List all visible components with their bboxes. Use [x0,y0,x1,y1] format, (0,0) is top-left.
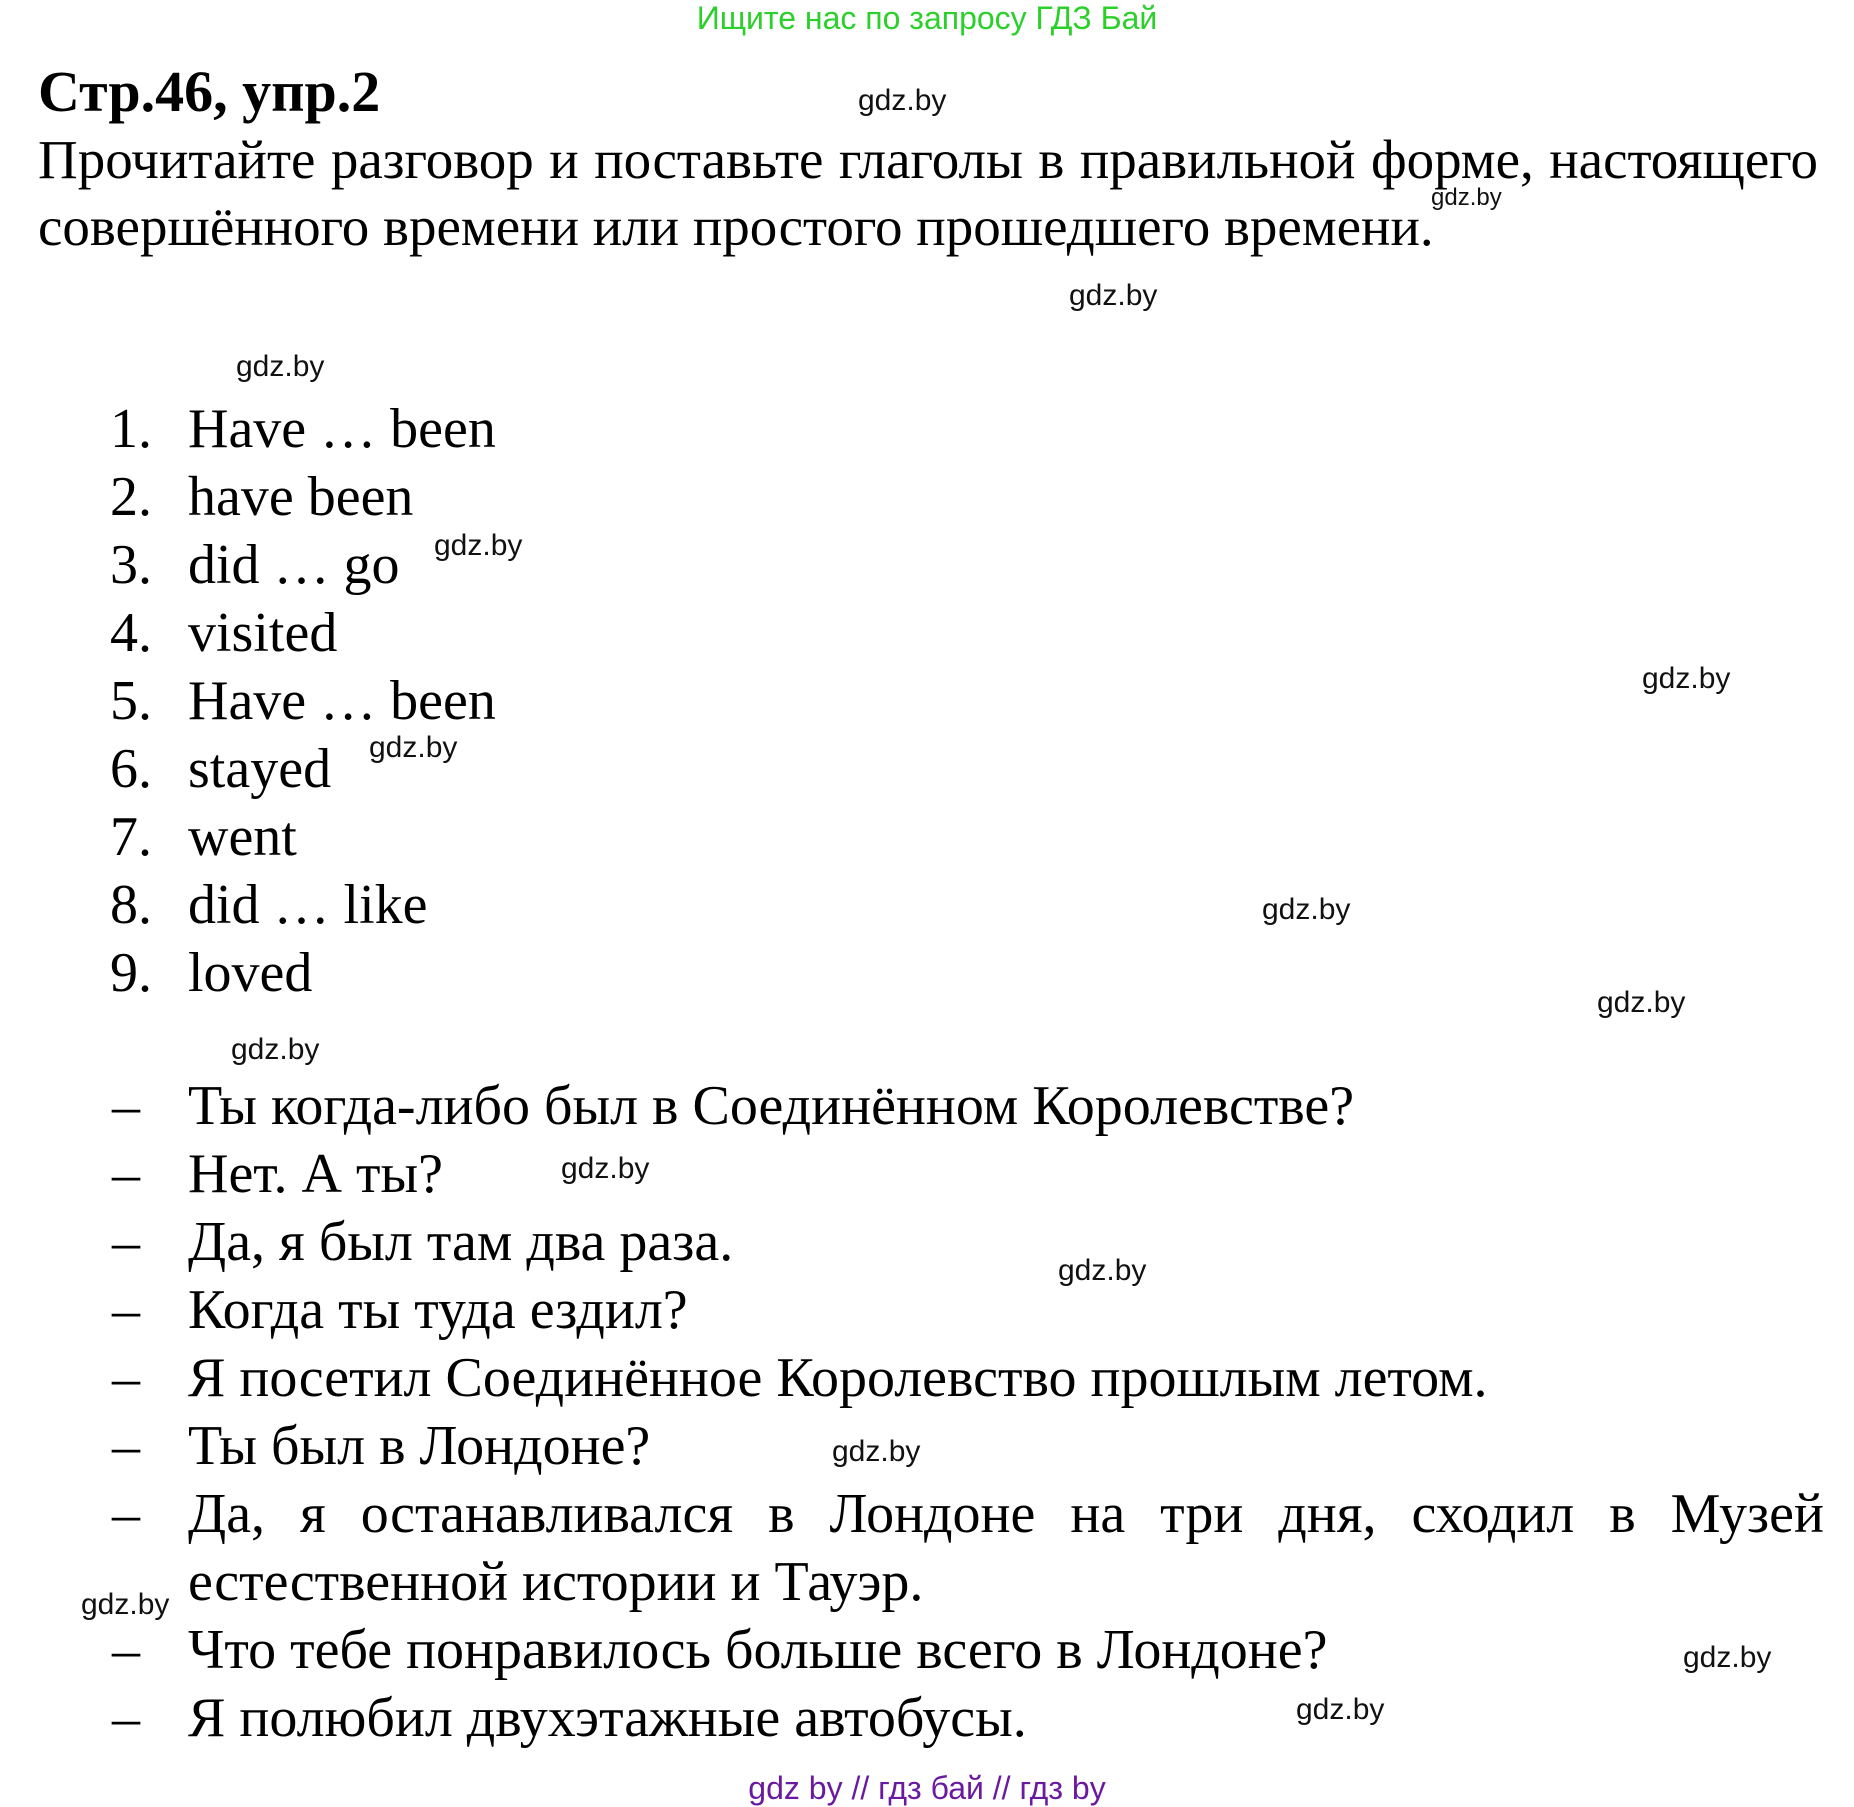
exercise-instruction: Прочитайте разговор и поставьте глаголы в правильной форме, настоящего совершённого времени или простого прошедшего времени. [38,129,1818,257]
answer-number: 6. [110,738,152,800]
answer-text: visited [188,602,338,664]
answer-item [110,939,496,1007]
dialogue-line [110,1616,1824,1684]
dialogue-line [110,1276,1824,1344]
watermark: gdz.by [561,1152,650,1185]
answer-text: did … go [188,534,400,596]
dialogue-dash: – [112,1075,140,1137]
watermark: gdz.by [1069,279,1158,312]
watermark: gdz.by [231,1033,320,1066]
answer-text: have been [188,466,414,528]
page-title: Стр.46, упр.2 [38,59,381,124]
answer-text: loved [188,942,313,1004]
answer-text: went [188,806,297,868]
watermark: gdz.by [1431,184,1502,211]
dialogue-dash: – [112,1347,140,1409]
dialogue-line [110,1344,1824,1412]
dialogue-line [110,1072,1824,1140]
watermark: gdz.by [236,350,325,383]
dialogue-line [110,1684,1824,1752]
dialogue-dash: – [112,1143,140,1205]
watermark: gdz.by [832,1435,921,1468]
watermark: gdz.by [1296,1693,1385,1726]
watermark: gdz.by [1642,662,1731,695]
answer-number: 7. [110,806,152,868]
answer-item [110,871,496,939]
dialogue-text: Я посетил Соединённое Королевство прошлым летом. [188,1347,1488,1409]
answer-text: stayed [188,738,332,800]
dialogue-text: Да, я был там два раза. [188,1211,734,1273]
dialogue-text: Когда ты туда ездил? [188,1279,688,1341]
watermark: gdz.by [81,1588,170,1621]
answer-item [110,667,496,735]
answer-number: 8. [110,874,152,936]
dialogue-dash: – [112,1619,140,1681]
dialogue-dash: – [112,1687,140,1749]
answer-item [110,463,496,531]
dialogue-text: Да, я останавливался в Лондоне на три дня, сходил в Музей естественной истории и Тауэр. [188,1483,1824,1613]
watermark: gdz.by [1683,1641,1772,1674]
dialogue-line [110,1412,1824,1480]
dialogue-dash: – [112,1415,140,1477]
watermark: gdz.by [1262,893,1351,926]
answer-text: Have … been [188,398,496,460]
dialogue-line [110,1480,1824,1616]
footer-watermark: gdz by // гдз бай // гдз by [748,1770,1106,1806]
watermark: gdz.by [369,731,458,764]
dialogue-text: Нет. А ты? [188,1143,443,1205]
answer-number: 4. [110,602,152,664]
watermark: gdz.by [858,84,947,117]
dialogue-text: Я полюбил двухэтажные автобусы. [188,1687,1027,1749]
answer-text: Have … been [188,670,496,732]
dialogue-dash: – [112,1483,140,1545]
dialogue-list [110,1072,1824,1752]
dialogue-text: Ты был в Лондоне? [188,1415,651,1477]
answer-text: did … like [188,874,428,936]
answer-number: 3. [110,534,152,596]
watermark: gdz.by [434,529,523,562]
answer-item [110,803,496,871]
dialogue-line [110,1208,1824,1276]
answer-list [110,395,496,1007]
answer-number: 1. [110,398,152,460]
top-banner: Ищите нас по запросу ГДЗ Бай [696,0,1158,36]
dialogue-dash: – [112,1279,140,1341]
dialogue-line [110,1140,1824,1208]
answer-number: 2. [110,466,152,528]
answer-number: 5. [110,670,152,732]
dialogue-dash: – [112,1211,140,1273]
dialogue-text: Что тебе понравилось больше всего в Лондоне? [188,1619,1328,1681]
watermark: gdz.by [1058,1254,1147,1287]
answer-item [110,395,496,463]
watermark: gdz.by [1597,986,1686,1019]
answer-number: 9. [110,942,152,1004]
dialogue-text: Ты когда-либо был в Соединённом Королевстве? [188,1075,1355,1137]
answer-item [110,599,496,667]
